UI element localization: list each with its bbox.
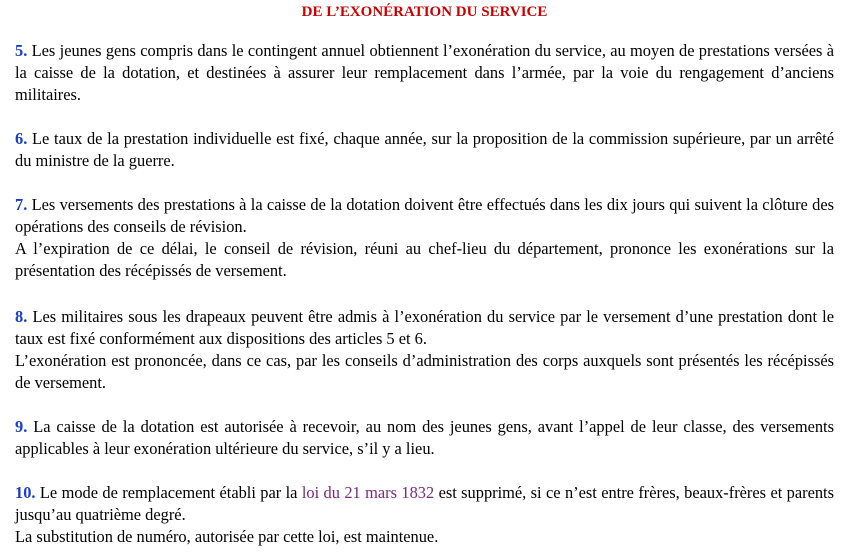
article-7 (15, 194, 834, 282)
article-9-paragraph-1 (15, 416, 834, 460)
article-text: Les militaires sous les drapeaux peuvent être admis à l’exonération du service par le versement d’une prestation dont le taux est fixé conformément aux dispositions des articles 5 et 6. (15, 307, 834, 348)
article-6 (15, 128, 834, 172)
article-8 (15, 306, 834, 394)
article-9 (15, 416, 834, 460)
article-text: La caisse de la dotation est autorisée à recevoir, au nom des jeunes gens, avant l’appel de leur classe, des versements applicables à leur exonération ultérieure du service, s’il y a lieu. (15, 417, 834, 458)
article-number: 9. (15, 417, 28, 436)
article-7-paragraph-2: A l’expiration de ce délai, le conseil de révision, réuni au chef-lieu du département, prononce les exonérations sur la présentation des récépissés de versement. (15, 239, 834, 280)
article-7-paragraph-1 (15, 194, 834, 238)
page-title: DE L’EXONÉRATION DU SERVICE (301, 4, 548, 20)
article-text: est supprimé, si ce n’est entre frères, beaux-frères et parents jusqu’au quatrième degré. (15, 483, 834, 524)
article-8-paragraph-2: L’exonération est prononcée, dans ce cas, par les conseils d’administration des corps auxquels sont présentés les récépissés de versement. (15, 351, 834, 392)
law-link[interactable]: loi du 21 mars 1832 (301, 483, 435, 502)
article-text: Le taux de la prestation individuelle est fixé, chaque année, sur la proposition de la commission supérieure, par un arrêté du ministre de la guerre. (15, 129, 834, 170)
article-5-paragraph-1 (15, 40, 834, 106)
article-number: 7. (15, 195, 28, 214)
article-text: Les versements des prestations à la caisse de la dotation doivent être effectués dans les dix jours qui suivent la clôture des opérations des conseils de révision. (15, 195, 834, 236)
article-6-paragraph-1 (15, 128, 834, 172)
article-10-paragraph-1 (15, 482, 834, 526)
article-number: 5. (15, 41, 28, 60)
article-8-paragraph-1 (15, 306, 834, 350)
article-10 (15, 482, 834, 548)
article-text: Le mode de remplacement établi par la (39, 483, 298, 502)
article-number: 8. (15, 307, 28, 326)
article-number: 10. (15, 483, 36, 502)
document (15, 0, 834, 546)
article-number: 6. (15, 129, 28, 148)
article-10-paragraph-2: La substitution de numéro, autorisée par cette loi, est maintenue. (15, 527, 439, 546)
article-5 (15, 40, 834, 106)
article-text: Les jeunes gens compris dans le contingent annuel obtiennent l’exonération du service, au moyen de prestations versées à la caisse de la dotation, et destinées à assurer leur remplacement dans l’armée, par la voie du rengagement d’anciens militaires. (15, 41, 834, 104)
